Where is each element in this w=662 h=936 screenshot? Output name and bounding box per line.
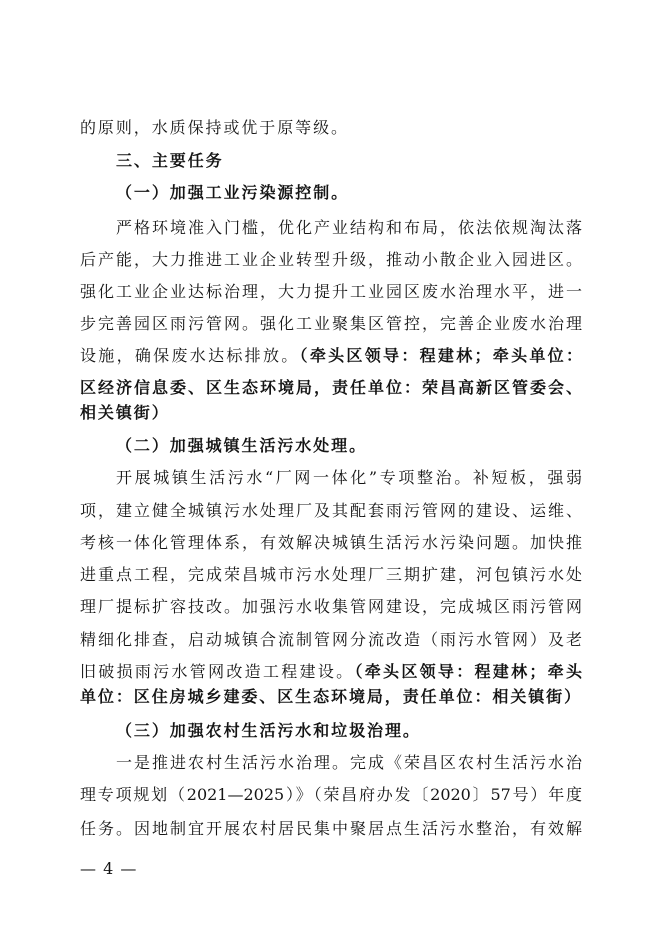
body-line: 严格环境准入门槛，优化产业结构和布局，依法依规淘汰落: [116, 218, 582, 237]
body-line: 旧破损雨污水管网改造工程建设。（牵头区领导：程建林；牵头: [80, 662, 582, 681]
subsection-heading-1: （一）加强工业污染源控制。: [116, 183, 350, 202]
body-line: 理厂提标扩容技改。加强污水收集管网建设，完成城区雨污管网: [80, 597, 582, 616]
body-line: 后产能，大力推进工业企业转型升级，推动小散企业入园进区。: [80, 250, 582, 269]
continuation-line: [80, 117, 582, 139]
subsection-heading-2: （二）加强城镇生活污水处理。: [116, 436, 368, 455]
body-line: 精细化排查，启动城镇合流制管网分流改造（雨污水管网）及老: [80, 630, 582, 649]
responsibility-note: 单位：区住房城乡建委、区生态环境局，责任单位：相关镇街）: [80, 687, 582, 706]
body-line: 考核一体化管理体系，有效解决城镇生活污水污染问题。加快推: [80, 533, 582, 552]
body-line: 进重点工程，完成荣昌城市污水处理厂三期扩建，河包镇污水处: [80, 565, 582, 584]
page-number: — 4 —: [80, 859, 138, 878]
responsibility-note: （牵头区领导：程建林；牵头: [354, 662, 582, 681]
body-line: 一是推进农村生活污水治理。完成《荣昌区农村生活污水治: [116, 753, 582, 772]
body-line: 理专项规划（2021—2025）》（荣昌府办发〔2020〕57号）年度: [80, 785, 582, 804]
responsibility-note: 区经济信息委、区生态环境局，责任单位：荣昌高新区管委会、: [80, 378, 582, 397]
body-line: 任务。因地制宜开展农村居民集中聚居点生活污水整治，有效解: [80, 819, 582, 838]
responsibility-line: [80, 402, 582, 424]
continuation-text: 的原则，水质保持或优于原等级。: [80, 118, 349, 137]
body-line: 设施，确保废水达标排放。（牵头区领导：程建林；牵头单位：: [80, 346, 582, 365]
responsibility-note: （牵头区领导：程建林；牵头单位：: [299, 346, 582, 365]
section-heading: 三、主要任务: [116, 151, 224, 170]
subsection-heading-3: （三）加强农村生活污水和垃圾治理。: [116, 721, 421, 740]
responsibility-line: [80, 686, 582, 708]
responsibility-note: 相关镇街）: [80, 403, 170, 422]
body-line: 强化工业企业达标治理，大力提升工业园区废水治理水平，进一: [80, 282, 582, 301]
responsibility-line: [80, 377, 582, 399]
body-line: 步完善园区雨污管网。强化工业聚集区管控，完善企业废水治理: [80, 314, 582, 333]
body-line: 项，建立健全城镇污水处理厂及其配套雨污管网的建设、运维、: [80, 501, 582, 520]
body-line: 开展城镇生活污水“厂网一体化”专项整治。补短板，强弱: [116, 468, 582, 487]
